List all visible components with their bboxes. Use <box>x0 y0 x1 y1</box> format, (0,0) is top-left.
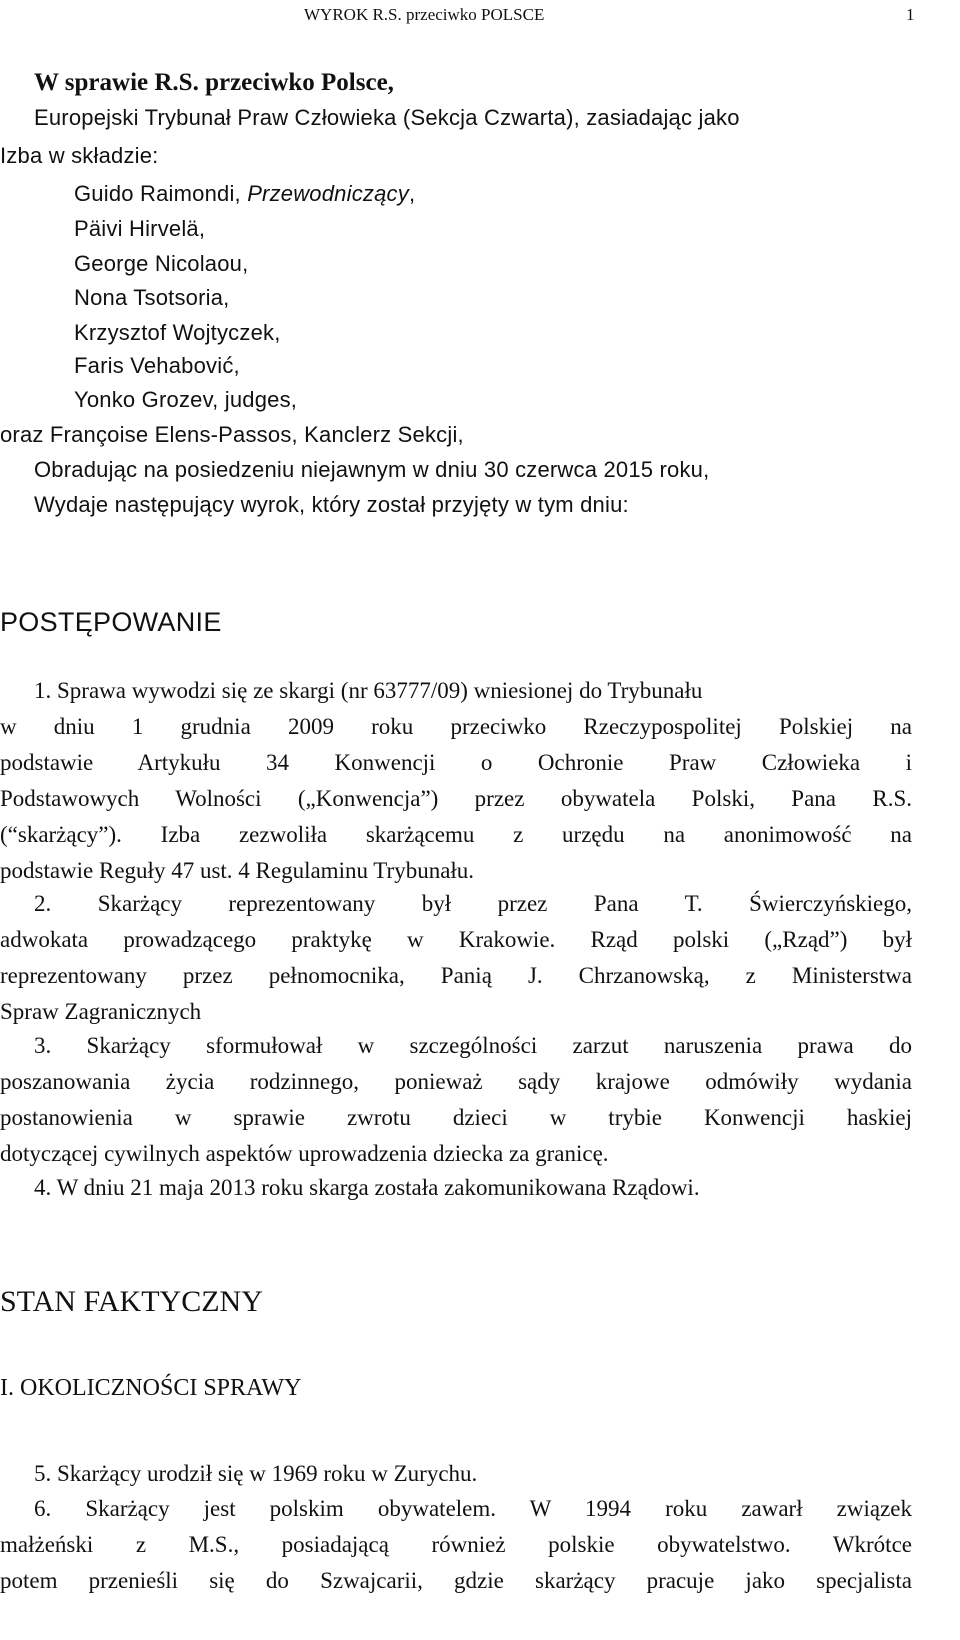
registrar-line: oraz Françoise Elens-Passos, Kanclerz Sekcji, <box>0 422 464 447</box>
paragraph-line: 6. Skarżący jest polskim obywatelem. W 1994 roku zawarł związek <box>34 1496 912 1521</box>
paragraph-line: dotyczącej cywilnych aspektów uprowadzenia dziecka za granicę. <box>0 1141 609 1166</box>
paragraph-line: (“skarżący”). Izba zezwoliła skarżącemu z urzędu na anonimowość na <box>0 822 912 847</box>
page-number: 1 <box>906 5 915 24</box>
deliberation-line: Obradując na posiedzeniu niejawnym w dniu 30 czerwca 2015 roku, <box>34 457 710 482</box>
court-composition-line-1: Europejski Trybunał Praw Człowieka (Sekcja Czwarta), zasiadając jako <box>34 105 740 130</box>
judge-name: Faris Vehabović, <box>74 353 240 378</box>
paragraph-line: podstawie Artykułu 34 Konwencji o Ochronie Praw Człowieka i <box>0 750 912 775</box>
paragraph-line: podstawie Reguły 47 ust. 4 Regulaminu Trybunału. <box>0 858 475 883</box>
judge-name: Nona Tsotsoria, <box>74 285 230 310</box>
president-line <box>74 183 415 205</box>
court-composition-line-2: Izba w składzie: <box>0 143 159 168</box>
paragraph-line: 4. W dniu 21 maja 2013 roku skarga została zakomunikowana Rządowi. <box>34 1175 700 1200</box>
paragraph-line: postanowienia w sprawie zwrotu dzieci w trybie Konwencji haskiej <box>0 1105 912 1130</box>
judge-name: Yonko Grozev, judges, <box>74 387 298 412</box>
judge-name: Päivi Hirvelä, <box>74 216 206 241</box>
president-role: Przewodniczący <box>247 181 409 206</box>
case-title: W sprawie R.S. przeciwko Polsce, <box>34 69 394 96</box>
delivery-line: Wydaje następujący wyrok, który został przyjęty w tym dniu: <box>34 492 629 517</box>
paragraph-line: Podstawowych Wolności („Konwencja”) przez obywatela Polski, Pana R.S. <box>0 786 912 811</box>
running-header-title: WYROK R.S. przeciwko POLSCE <box>304 5 545 24</box>
judge-name: George Nicolaou, <box>74 251 249 276</box>
paragraph-line: 3. Skarżący sformułował w szczególności zarzut naruszenia prawa do <box>34 1033 912 1058</box>
president-comma: , <box>408 181 416 206</box>
paragraph-line: potem przenieśli się do Szwajcarii, gdzie skarżący pracuje jako specjalista <box>0 1568 912 1593</box>
paragraph-line: 5. Skarżący urodził się w 1969 roku w Zurychu. <box>34 1461 478 1486</box>
paragraph-line: 2. Skarżący reprezentowany był przez Pana T. Świerczyńskiego, <box>34 891 912 916</box>
paragraph-line: małżeński z M.S., posiadającą również polskie obywatelstwo. Wkrótce <box>0 1532 912 1557</box>
subsection-heading-circumstances: I. OKOLICZNOŚCI SPRAWY <box>0 1375 302 1401</box>
paragraph-line: w dniu 1 grudnia 2009 roku przeciwko Rzeczypospolitej Polskiej na <box>0 714 912 739</box>
paragraph-line: 1. Sprawa wywodzi się ze skargi (nr 63777/09) wniesionej do Trybunału <box>34 678 703 703</box>
paragraph-line: Spraw Zagranicznych <box>0 999 202 1024</box>
paragraph-line: poszanowania życia rodzinnego, ponieważ sądy krajowe odmówiły wydania <box>0 1069 912 1094</box>
paragraph-line: adwokata prowadzącego praktykę w Krakowie. Rząd polski („Rząd”) był <box>0 927 912 952</box>
paragraph-line: reprezentowany przez pełnomocnika, Panią J. Chrzanowską, z Ministerstwa <box>0 963 912 988</box>
section-heading-facts: STAN FAKTYCZNY <box>0 1285 263 1318</box>
president-name: Guido Raimondi, <box>74 181 248 206</box>
judge-name: Krzysztof Wojtyczek, <box>74 320 281 345</box>
section-heading-procedure: POSTĘPOWANIE <box>0 607 222 637</box>
